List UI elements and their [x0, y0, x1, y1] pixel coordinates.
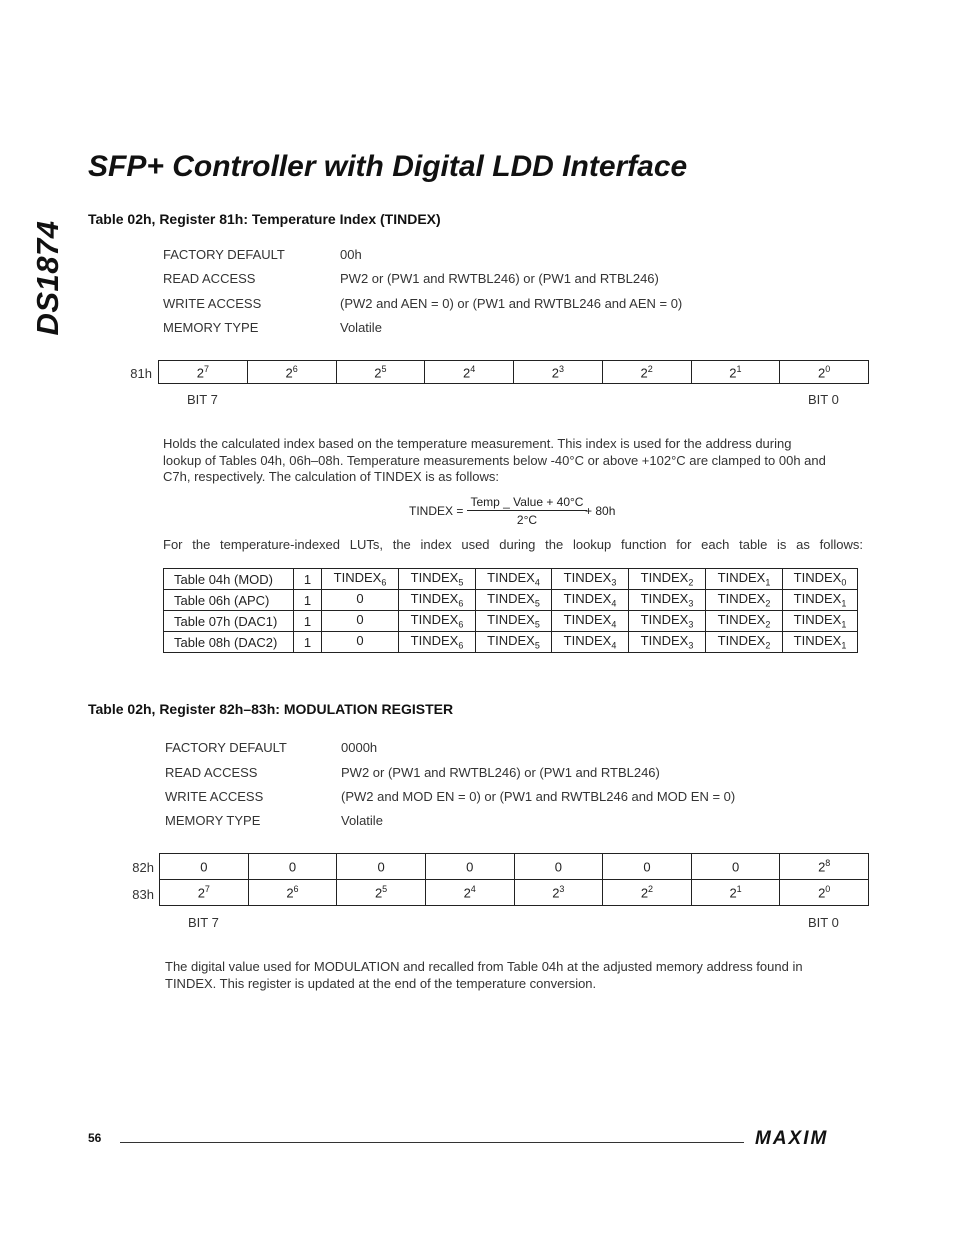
lut-cell: $TINDEX_4$ — [552, 611, 629, 632]
section-heading-modulation: Table 02h, Register 82h–83h: MODULATION REGISTER — [88, 701, 454, 717]
lut-cell: $TINDEX_3$ — [629, 611, 706, 632]
bit-cell: $2^1$ — [691, 361, 780, 384]
bit-cell: 0 — [691, 854, 780, 880]
bit-cell: 0 — [337, 854, 426, 880]
lut-cell: $TINDEX_1$ — [783, 611, 858, 632]
footer-rule — [120, 1142, 744, 1143]
bit-cell: 0 — [603, 854, 692, 880]
side-title-text: DS1874 — [30, 220, 65, 336]
bit-cell: 0 — [248, 854, 337, 880]
bit-cell: $2^4$ — [425, 361, 514, 384]
bit-cell: 0 — [425, 854, 514, 880]
property-key: READ ACCESS — [163, 271, 256, 286]
bit7-label: BIT 7 — [188, 915, 219, 930]
property-key: MEMORY TYPE — [163, 320, 259, 335]
bit-cell: $2^5$ — [336, 361, 425, 384]
svg-text:MAXIM: MAXIM — [755, 1128, 829, 1147]
bit-row-83h — [160, 880, 869, 906]
bit-cell: $2^8$ — [780, 854, 869, 880]
lut-cell: 0 — [322, 590, 399, 611]
lut-cell: $TINDEX_1$ — [783, 590, 858, 611]
bit0-label: BIT 0 — [808, 915, 839, 930]
bit-row — [159, 361, 869, 384]
lut-intro: For the temperature-indexed LUTs, the index used during the lookup function for each table is as follows: — [163, 537, 863, 552]
lut-cell: $TINDEX_5$ — [399, 569, 476, 590]
bit-cell: $2^7$ — [160, 880, 249, 906]
bit-cell: $2^2$ — [602, 361, 691, 384]
formula-lhs: TINDEX = — [409, 504, 464, 518]
property-key: WRITE ACCESS — [165, 789, 264, 804]
document-title: SFP+ Controller with Digital LDD Interface — [88, 150, 688, 183]
property-value: (PW2 and MOD EN = 0) or (PW1 and RWTBL246 and MOD EN = 0) — [341, 789, 736, 804]
lut-cell: 1 — [294, 611, 322, 632]
formula-denominator: 2°C — [516, 513, 538, 527]
lut-cell: 1 — [294, 569, 322, 590]
bit-cell: 0 — [160, 854, 249, 880]
register-label-82h: 82h — [132, 860, 154, 875]
bit-cell: $2^0$ — [780, 361, 869, 384]
property-key: WRITE ACCESS — [163, 296, 262, 311]
fraction-bar — [467, 510, 587, 511]
paragraph-line: TINDEX. This register is updated at the end of the temperature conversion. — [165, 975, 597, 991]
lut-table-name: Table 08h (DAC2) — [164, 632, 294, 653]
lut-cell: $TINDEX_2$ — [629, 569, 706, 590]
bit-cell: $2^3$ — [514, 880, 603, 906]
bit7-label: BIT 7 — [187, 392, 218, 407]
property-value: Volatile — [341, 813, 383, 828]
paragraph-line: Holds the calculated index based on the temperature measurement. This index is used for the address during — [163, 436, 792, 451]
lut-cell: $TINDEX_5$ — [476, 632, 552, 653]
maxim-logo-icon — [755, 1127, 865, 1147]
lut-table-name: Table 07h (DAC1) — [164, 611, 294, 632]
lut-table-name: Table 04h (MOD) — [164, 569, 294, 590]
maxim-logo — [755, 1127, 865, 1147]
lut-row — [164, 590, 858, 611]
lut-cell: $TINDEX_3$ — [629, 590, 706, 611]
property-value: PW2 or (PW1 and RWTBL246) or (PW1 and RTBL246) — [341, 765, 660, 780]
bit-cell: $2^7$ — [159, 361, 248, 384]
tindex-properties — [163, 247, 883, 342]
lut-cell: $TINDEX_4$ — [552, 632, 629, 653]
property-key: FACTORY DEFAULT — [163, 247, 285, 262]
property-key: READ ACCESS — [165, 765, 258, 780]
page-number: 56 — [88, 1131, 102, 1145]
paragraph-line: The digital value used for MODULATION and recalled from Table 04h at the adjusted memory address found in — [165, 959, 803, 974]
bit-cell: $2^0$ — [780, 880, 869, 906]
bit0-label: BIT 0 — [808, 392, 839, 407]
modulation-description — [165, 959, 863, 992]
lut-row — [164, 611, 858, 632]
property-value: PW2 or (PW1 and RWTBL246) or (PW1 and RTBL246) — [340, 271, 659, 286]
bit-cell: 0 — [514, 854, 603, 880]
property-value: Volatile — [340, 320, 382, 335]
formula-rhs: + 80h — [585, 504, 616, 518]
lut-table-name: Table 06h (APC) — [164, 590, 294, 611]
lut-row — [164, 569, 858, 590]
modulation-bit-table — [159, 853, 869, 906]
property-key: MEMORY TYPE — [165, 813, 261, 828]
bit-cell: $2^2$ — [603, 880, 692, 906]
register-label-81h: 81h — [130, 366, 152, 381]
property-value: (PW2 and AEN = 0) or (PW1 and RWTBL246 and AEN = 0) — [340, 296, 683, 311]
bit-cell: $2^1$ — [691, 880, 780, 906]
lut-cell: $TINDEX_2$ — [706, 611, 783, 632]
property-key: FACTORY DEFAULT — [165, 740, 287, 755]
lut-cell: $TINDEX_5$ — [476, 590, 552, 611]
paragraph-line: lookup of Tables 04h, 06h–08h. Temperature measurements below -40°C or above +102°C are clamped to 00h and — [163, 452, 826, 468]
lut-cell: $TINDEX_4$ — [476, 569, 552, 590]
bit-row-82h — [160, 854, 869, 880]
lut-cell: $TINDEX_6$ — [399, 632, 476, 653]
lut-cell: $TINDEX_3$ — [629, 632, 706, 653]
tindex-description — [163, 436, 863, 486]
lut-cell: $TINDEX_5$ — [476, 611, 552, 632]
lut-cell: $TINDEX_6$ — [322, 569, 399, 590]
bit-cell: $2^6$ — [248, 880, 337, 906]
lut-cell: 0 — [322, 611, 399, 632]
lut-cell: $TINDEX_2$ — [706, 590, 783, 611]
formula-numerator: Temp _ Value + 40°C — [470, 495, 584, 509]
bit-cell: $2^4$ — [425, 880, 514, 906]
lut-index-table — [163, 568, 858, 653]
property-value: 0000h — [341, 740, 378, 755]
side-product-title — [18, 214, 78, 342]
lut-cell: $TINDEX_3$ — [552, 569, 629, 590]
lut-cell: 1 — [294, 632, 322, 653]
section-heading-tindex: Table 02h, Register 81h: Temperature Index (TINDEX) — [88, 211, 441, 227]
lut-cell: $TINDEX_2$ — [706, 632, 783, 653]
lut-cell: $TINDEX_6$ — [399, 590, 476, 611]
tindex-bit-table — [158, 360, 869, 384]
property-value: 00h — [340, 247, 362, 262]
lut-cell: $TINDEX_1$ — [706, 569, 783, 590]
lut-cell: $TINDEX_1$ — [783, 632, 858, 653]
tindex-formula — [409, 494, 639, 530]
lut-cell: $TINDEX_0$ — [783, 569, 858, 590]
lut-cell: $TINDEX_6$ — [399, 611, 476, 632]
bit-cell: $2^3$ — [514, 361, 603, 384]
bit-cell: $2^5$ — [337, 880, 426, 906]
lut-row — [164, 632, 858, 653]
register-label-83h: 83h — [132, 887, 154, 902]
lut-cell: $TINDEX_4$ — [552, 590, 629, 611]
lut-cell: 1 — [294, 590, 322, 611]
paragraph-line: C7h, respectively. The calculation of TINDEX is as follows: — [163, 469, 499, 484]
modulation-properties — [165, 740, 885, 835]
lut-cell: 0 — [322, 632, 399, 653]
bit-cell: $2^6$ — [247, 361, 336, 384]
